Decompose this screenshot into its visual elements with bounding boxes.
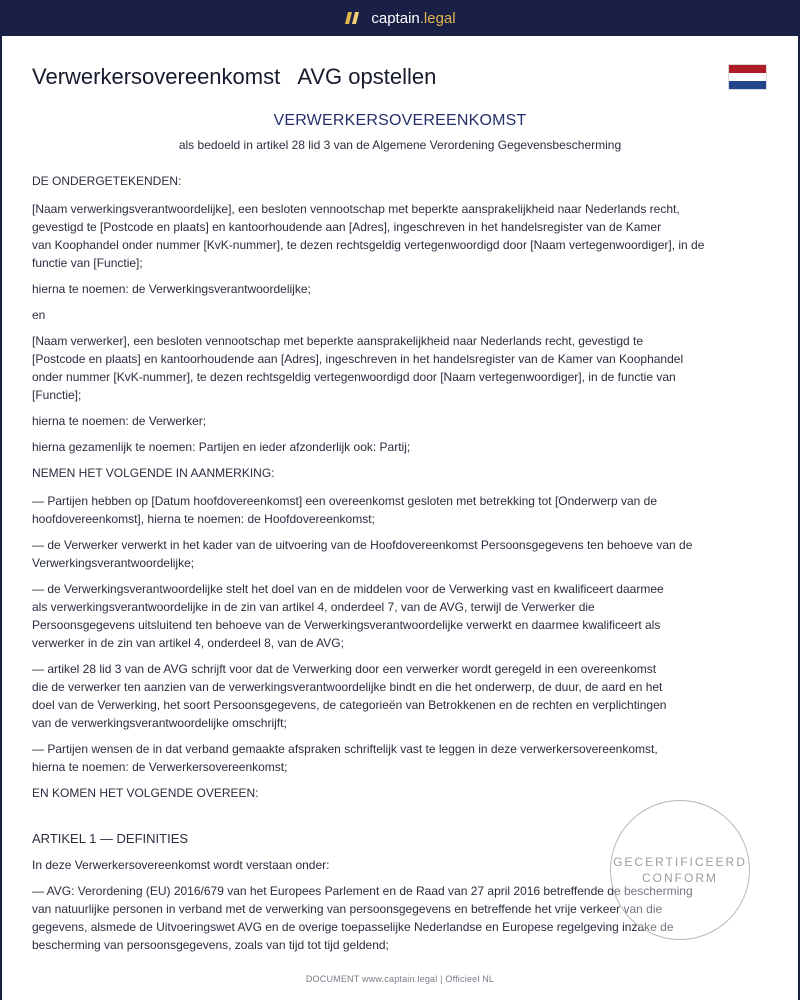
captain-logo-icon <box>344 11 362 25</box>
paragraph-line: gegevens, alsmede de Uitvoeringswet AVG en de overige toepasselijke Nederlandse en Europese regelgeving inzake de <box>32 920 674 934</box>
flag-stripe-blue <box>729 81 766 89</box>
paragraph-line: — de Verwerker verwerkt in het kader van de uitvoering van de Hoofdovereenkomst Persoonsgegevens ten behoeve van de <box>32 538 693 552</box>
frame-left-border <box>0 36 2 1000</box>
paragraph-line: van de verwerkingsverantwoordelijke omschrijft; <box>32 716 287 730</box>
paragraph-line: — de Verwerkingsverantwoordelijke stelt het doel van en de middelen voor de Verwerking vast en kwalificeert daarmee <box>32 582 664 596</box>
document-paragraph <box>32 660 768 732</box>
section-heading <box>32 464 768 482</box>
paragraph-line: doel van de Verwerking, het soort Persoonsgegevens, de categorieën van Betrokkenen en de rechten en verplichtingen <box>32 698 667 712</box>
paragraph-line: [Functie]; <box>32 388 82 402</box>
paragraph-line: hierna te noemen: de Verwerkersovereenkomst; <box>32 760 288 774</box>
paragraph-line: en <box>32 308 46 322</box>
section-heading <box>32 784 768 802</box>
page-title: Verwerkersovereenkomst AVG opstellen <box>32 64 437 89</box>
stamp-line-2: CONFORM <box>642 871 718 885</box>
document-paragraph <box>32 200 768 272</box>
certified-stamp <box>610 800 750 940</box>
document-paragraph <box>32 580 768 652</box>
document-paragraph <box>32 536 768 572</box>
paragraph-line: hierna gezamenlijk te noemen: Partijen en ieder afzonderlijk ook: Partij; <box>32 440 411 454</box>
document-paragraph <box>32 306 768 324</box>
flag-stripe-red <box>729 65 766 73</box>
document-subtitle: als bedoeld in artikel 28 lid 3 van de Algemene Verordening Gegevensbescherming <box>178 138 622 152</box>
paragraph-line: Verwerkingsverantwoordelijke; <box>32 556 195 570</box>
paragraph-line: hoofdovereenkomst], hierna te noemen: de Hoofdovereenkomst; <box>32 512 375 526</box>
paragraph-line: [Naam verwerker], een besloten vennootschap met beperkte aansprakelijkheid naar Nederlands recht, gevestigd te <box>32 334 644 348</box>
paragraph-line: van Koophandel onder nummer [KvK-nummer], te dezen rechtsgeldig vertegenwoordigd door [Naam vertegenwoordiger], in de <box>32 238 705 252</box>
document-paragraph <box>32 332 768 404</box>
paragraph-line: ARTIKEL 1 — DEFINITIES <box>32 831 189 846</box>
paragraph-line: die de verwerker ten aanzien van de verwerkingsverantwoordelijke bindt en die het onderwerp, de duur, de aard en het <box>32 680 663 694</box>
paragraph-line: — Partijen wensen de in dat verband gemaakte afspraken schriftelijk vast te leggen in deze verwerkersovereenkomst, <box>32 742 658 756</box>
section-heading <box>32 172 768 190</box>
paragraph-line: van natuurlijke personen in verband met de verwerking van persoonsgegevens en betreffende het vrije verkeer van die <box>32 902 663 916</box>
flag-stripe-white <box>729 73 766 81</box>
brand-name: captain.legal <box>371 9 456 27</box>
paragraph-line: DE ONDERGETEKENDEN: <box>32 174 182 188</box>
paragraph-line: hierna te noemen: de Verwerker; <box>32 414 207 428</box>
paragraph-line: gevestigd te [Postcode en plaats] en kantoorhoudende aan [Adres], ingeschreven in het handelsregister van de Kamer <box>32 220 662 234</box>
document-title: VERWERKERSOVEREENKOMST <box>273 112 527 129</box>
stamp-line-1: GECERTIFICEERD <box>613 855 747 869</box>
paragraph-line: als verwerkingsverantwoordelijke in de zin van artikel 4, onderdeel 7, van de AVG, terwijl de Verwerker die <box>32 600 595 614</box>
document-paragraph <box>32 412 768 430</box>
paragraph-line: NEMEN HET VOLGENDE IN AANMERKING: <box>32 466 275 480</box>
paragraph-line: hierna te noemen: de Verwerkingsverantwoordelijke; <box>32 282 311 296</box>
document-paragraph <box>32 740 768 776</box>
document-paragraph <box>32 492 768 528</box>
paragraph-line: onder nummer [KvK-nummer], te dezen rechtsgeldig vertegenwoordigd door [Naam vertegenwoordiger], in de functie van <box>32 370 676 384</box>
paragraph-line: [Postcode en plaats] en kantoorhoudende aan [Adres], ingeschreven in het handelsregister van de Kamer van Koophandel <box>32 352 684 366</box>
paragraph-line: [Naam verwerkingsverantwoordelijke], een besloten vennootschap met beperkte aansprakelijkheid naar Nederlands recht, <box>32 202 680 216</box>
paragraph-line: verwerker in de zin van artikel 4, onderdeel 8, van de AVG; <box>32 636 344 650</box>
paragraph-line: — AVG: Verordening (EU) 2016/679 van het Europees Parlement en de Raad van 27 april 2016 betreffende de bescherming <box>32 884 693 898</box>
paragraph-line: — Partijen hebben op [Datum hoofdovereenkomst] een overeenkomst gesloten met betrekking tot [Onderwerp van de <box>32 494 658 508</box>
footer-text: DOCUMENT www.captain.legal | Officieel NL <box>305 974 495 984</box>
paragraph-line: functie van [Functie]; <box>32 256 143 270</box>
paragraph-line: EN KOMEN HET VOLGENDE OVEREEN: <box>32 786 259 800</box>
netherlands-flag-icon[interactable] <box>728 64 767 90</box>
paragraph-line: bescherming van persoonsgegevens, zoals van tijd tot tijd geldend; <box>32 938 389 952</box>
document-paragraph <box>32 438 768 456</box>
document-paragraph <box>32 280 768 298</box>
brand-logo[interactable] <box>344 10 455 27</box>
paragraph-line: Persoonsgegevens uitsluitend ten behoeve van de Verwerkingsverantwoordelijke verwerkt en daarmee kwalificeert als <box>32 618 661 632</box>
paragraph-line: — artikel 28 lid 3 van de AVG schrijft voor dat de Verwerking door een verwerker wordt geregeld in een overeenkomst <box>32 662 657 676</box>
top-bar <box>0 0 800 36</box>
paragraph-line: In deze Verwerkersovereenkomst wordt verstaan onder: <box>32 858 330 872</box>
